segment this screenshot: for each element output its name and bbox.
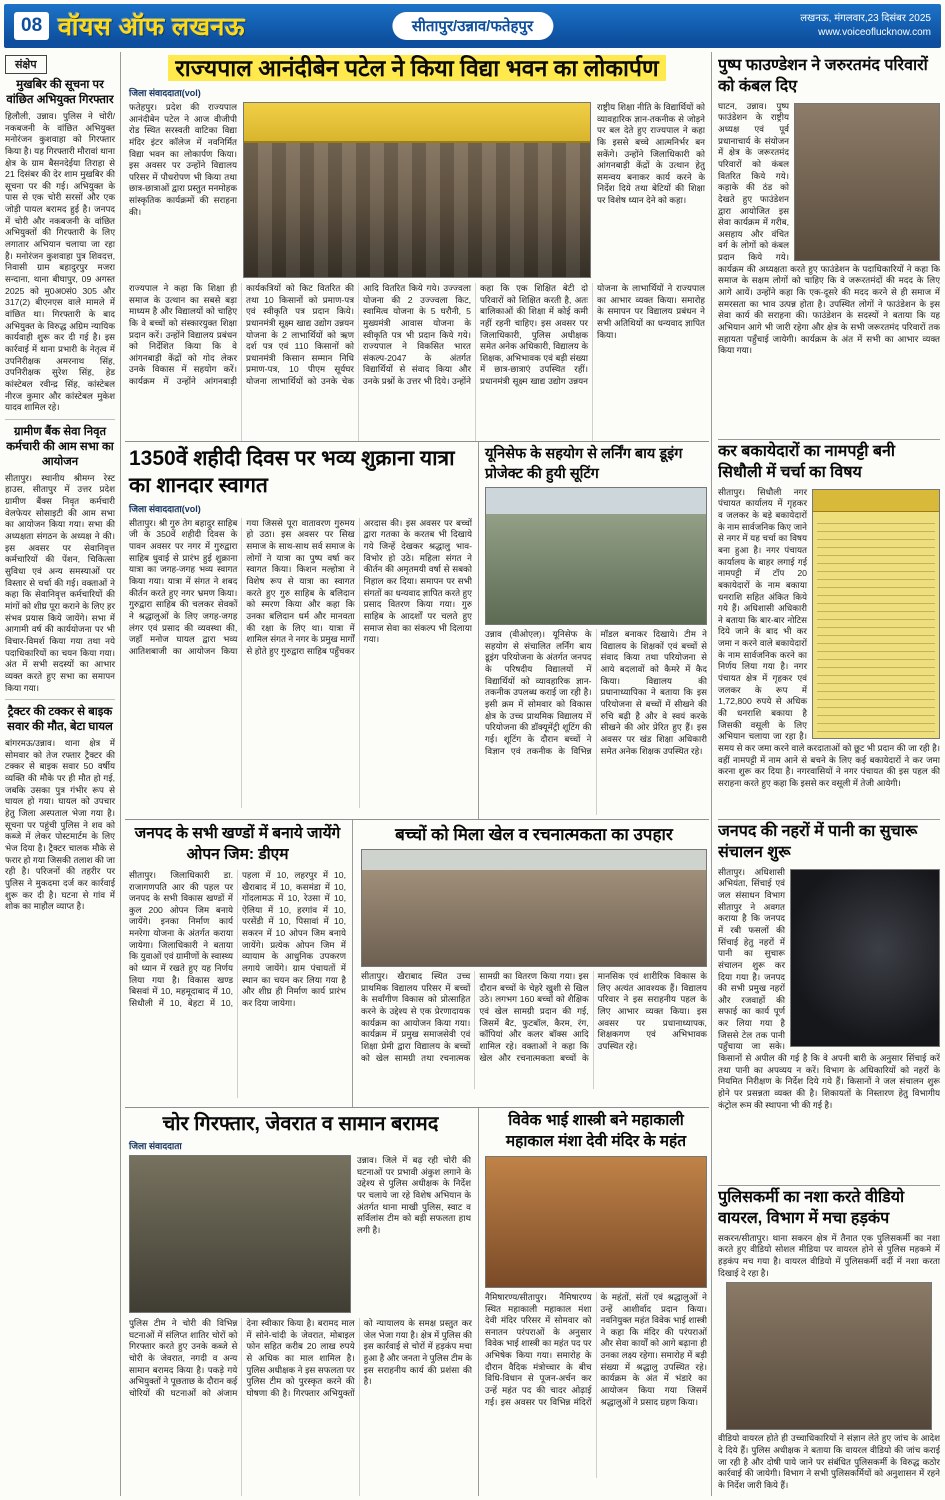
unicef-headline: यूनिसेफ के सहयोग से लर्निंग बाय डूइंग प्रोजेक्ट की हुयी सूटिंग <box>485 446 683 482</box>
open-gym-article <box>125 820 353 1107</box>
band-2 <box>125 442 709 820</box>
defaulters-notice-board-photo <box>812 489 940 739</box>
blanket-distribution-photo <box>794 103 940 261</box>
brief-article-tractor-accident <box>5 705 115 918</box>
children-group-photo <box>361 849 707 967</box>
temple-mahant-headline: विवेक भाई शास्त्री बने महाकाली महाकाल मंशा देवी मंदिर के महंत <box>505 1112 687 1150</box>
police-video-headline: पुलिसकर्मी का नशा करते वीडियो वायरल, विभाग में मचा हड़कंप <box>718 1189 905 1227</box>
thief-arrest-body-side: उन्नाव। जिले में बढ़ रही चोरी की घटनाओं पर प्रभावी अंकुश लगाने के उद्देश्य से पुलिस अधीक्षक के निर्देश पर चलाये जा रहे विशेष अभियान के अंतर्गत थाना माखी पुलिस, स्वाट व सर्विलांस टीम को बड़ी सफलता हाथ लगी है। <box>357 1155 471 1235</box>
temple-mahant-article <box>483 1108 709 1496</box>
center-column <box>125 52 709 1496</box>
briefs-column <box>4 52 121 1496</box>
police-recovery-photo <box>129 1155 351 1313</box>
shukrana-yatra-article <box>125 442 479 819</box>
brief-article-arrest <box>5 78 115 420</box>
brief-body: हिलौली, उन्नाव। पुलिस ने चोरी/नकबजनी के वांछित अभियुक्त मनोरंजन कुशवाहा को गिरफ्तार किया है। यह गिरफ्तारी मौरावां थाना क्षेत्र के ग्राम बैसनदेईया तिराहा से 21 दिसंबर की देर शाम मुखबिर की सूचना पर की गई। अभियुक्त के पास से एक चोरी सरसों और एक जोड़ी पायल बरामद हुई है। जनपद में चोरी और नकबजनी के वांछित अभियुक्तों की गिरफ्तारी के लिए लगातार अभियान चलाया जा रहा है। मनोरंजन कुशवाहा पुत्र शिवदत्त, निवासी ग्राम बहादुरपुर मजरा सन्दाना, थाना बीघापुर, 09 अगस्त 2025 को मु0अ0सं0 305 और 317(2) बीएनएस वाले मामले में वांछित था। गिरफ्तारी के बाद अभियुक्त के विरुद्ध अग्रिम न्यायिक कार्यवाही शुरू कर दी गई है। इस कार्रवाई में थाना प्रभारी के नेतृत्व में उपनिरीक्षक अमरनाथ सिंह, उपनिरीक्षक सुरेश सिंह, हेड कांस्टेबल रवीन्द्र सिंह, कांस्टेबल नीरज कुमार और कांस्टेबल मुकेश यादव शामिल रहे। <box>5 110 115 413</box>
canal-water-headline: जनपद की नहरों में पानी का सुचारू संचालन शुरू <box>718 823 918 861</box>
policeman-video-photo <box>726 1282 932 1430</box>
pushp-body: घाटन, उन्नाव। पुष्प फाउंडेशन के राष्ट्रीय अध्यक्ष एवं पूर्व प्रधानाचार्य के संयोजन में क्षेत्र के जरूरतमंद परिवारों को कंबल वितरित किये गये। कड़ाके की ठंड को देखते हुए फाउंडेशन द्वारा आयोजित इस सेवा कार्यक्रम में गरीब, असहाय और वंचित वर्ग के लोगों को कंबल प्रदान किये गये। कार्यक्रम की अध्यक्षता करते हुए फाउंडेशन के पदाधिकारियों ने कहा कि समाज के सक्षम लोगों को चाहिए कि वे जरूरतमंदों की मदद के लिए आगे आयें। उन्होंने कहा कि एक-दूसरे की मदद करने से ही समाज में समरसता का भाव उत्पन्न होता है। उपस्थित लोगों ने फाउंडेशन के इस सेवा कार्य की सराहना की। फाउंडेशन के सदस्यों ने बताया कि यह अभियान आगे भी जारी रहेगा और क्षेत्र के सभी जरूरतमंद परिवारों तक सहायता पहुँचाई जायेगी। कार्यक्रम के अंत में सभी का आभार व्यक्त किया गया। <box>718 100 940 356</box>
children-gifts-headline: बच्चों को मिला खेल व रचनात्मकता का उपहार <box>395 825 673 844</box>
thief-arrest-article <box>125 1108 479 1496</box>
briefs-section-label: संक्षेप <box>5 55 47 74</box>
canal-water-article <box>718 820 940 1186</box>
website-text: www.voiceoflucknow.com <box>818 27 931 38</box>
canal-water-body: सीतापुर। अधिशासी अभियंता, सिंचाई एवं जल संसाधन विभाग सीतापुर ने अवगत कराया है कि जनपद में रबी फसलों की सिंचाई हेतु नहरों में पानी का सुचारू संचालन शुरू कर दिया गया है। जनपद की सभी प्रमुख नहरों और रजवाहों की सफाई का कार्य पूर्ण कर लिया गया है जिससे टेल तक पानी पहुँचाया जा सके। किसानों से अपील की गई है कि वे अपनी बारी के अनुसार सिंचाई करें तथा पानी का अपव्यय न करें। विभाग के अधिकारियों को नहरों के नियमित निरीक्षण के निर्देश दिये गये हैं। किसानों ने जल संचालन शुरू होने पर प्रसन्नता व्यक्त की है। शिकायतों के निस्तारण हेतु विभागीय कंट्रोल रूम की स्थापना भी की गई है। <box>718 866 940 1110</box>
shukrana-byline: जिला संवाददाता(vol) <box>129 503 201 514</box>
masthead <box>4 4 941 48</box>
tax-defaulters-body: सीतापुर। सिधौली नगर पंचायत कार्यालय में गृहकर व जलकर के बड़े बकायेदारों के नाम सार्वजनिक किए जाने से नगर में यह चर्चा का विषय बना हुआ है। नगर पंचायत कार्यालय के बाहर लगाई गई नामपट्टी में टॉप 20 बकायेदारों के नाम बकाया धनराशि सहित अंकित किये गये हैं। अधिशासी अधिकारी ने बताया कि बार-बार नोटिस दिये जाने के बाद भी कर जमा न करने वाले बकायेदारों के नाम सार्वजनिक करने का निर्णय लिया गया है। नगर पंचायत क्षेत्र में गृहकर एवं जलकर के रूप में 1,72,800 रुपये से अधिक की धनराशि बकाया है जिसकी वसूली के लिए अभियान चलाया जा रहा है। समय से कर जमा करने वाले करदाताओं को छूट भी प्रदान की जा रही है। वहीं नामपट्टी में नाम आने से बचने के लिए कई बकायेदारों ने कर जमा करना शुरू कर दिया है। नगरवासियों ने नगर पंचायत की इस पहल की सराहना करते हुए कहा कि इससे कर वसूली में तेजी आयेगी। <box>718 486 940 788</box>
newspaper-logo: वॉयस ऑफ लखनऊ <box>58 13 246 41</box>
brief-body: सीतापुर। स्थानीय श्रीमग्न रेस्ट हाउस, सीतापुर में उत्तर प्रदेश ग्रामीण बैंक्स निवृत कर्मचारी वेलफेयर सोसाइटी की आम सभा का आयोजन किया गया। सभा की अध्यक्षता संगठन के अध्यक्ष ने की। इस अवसर पर सेवानिवृत्त कर्मचारियों की पेंशन, चिकित्सा सुविधा एवं अन्य समस्याओं पर विस्तार से चर्चा की गई। वक्ताओं ने कहा कि सेवानिवृत्त कर्मचारियों की मांगों को शीघ्र पूरा कराने के लिए हर संभव प्रयास किये जायेंगे। सभा में आगामी वर्ष की कार्ययोजना पर भी विचार-विमर्श किया गया तथा नये पदाधिकारियों का चयन किया गया। अंत में सभी सदस्यों का आभार व्यक्त करते हुए सभा का समापन किया गया। <box>5 472 115 693</box>
thief-arrest-body-more: पुलिस टीम ने चोरी की विभिन्न घटनाओं में संलिप्त शातिर चोरों को गिरफ्तार करते हुए उनके कब्जे से चोरी के जेवरात, नगदी व अन्य सामान बरामद किया है। पकड़े गये अभियुक्तों ने पूछताछ के दौरान कई चोरियों की घटनाओं को अंजाम देना स्वीकार किया है। बरामद माल में सोने-चांदी के जेवरात, मोबाइल फोन सहित करीब 20 लाख रुपये से अधिक का माल शामिल है। पुलिस अधीक्षक ने इस सफलता पर पुलिस टीम को पुरस्कृत करने की घोषणा की है। गिरफ्तार अभियुक्तों को न्यायालय के समक्ष प्रस्तुत कर जेल भेजा गया है। क्षेत्र में पुलिस की इस कार्रवाई से चोरों में हड़कंप मचा हुआ है और जनता ने पुलिस टीम के इस सराहनीय कार्य की प्रशंसा की है। <box>129 1318 472 1398</box>
band-4 <box>125 1108 709 1496</box>
temple-ceremony-photo <box>485 1156 707 1288</box>
tax-defaulters-headline: कर बकायेदारों का नामपट्टी बनी सिधौली में चर्चा का विषय <box>718 443 896 481</box>
temple-mahant-body: नैमिषारण्य/सीतापुर। नैमिषारण्य स्थित महाकाली महाकाल मंशा देवी मंदिर परिसर में सोमवार को सनातन परंपराओं के अनुसार विवेक भाई शास्त्री का महंत पद पर अभिषेक किया गया। समारोह के दौरान वैदिक मंत्रोच्चार के बीच विधि-विधान से पूजन-अर्चन कर उन्हें महंत पद की चादर ओढ़ाई गई। इस अवसर पर विभिन्न मंदिरों के महंतों, संतों एवं श्रद्धालुओं ने उन्हें आशीर्वाद प्रदान किया। नवनियुक्त महंत विवेक भाई शास्त्री ने कहा कि मंदिर की परंपराओं और सेवा कार्यों को आगे बढ़ाना ही उनका लक्ष्य रहेगा। समारोह में बड़ी संख्या में श्रद्धालु उपस्थित रहे। कार्यक्रम के अंत में भंडारे का आयोजन किया गया जिसमें श्रद्धालुओं ने प्रसाद ग्रहण किया। <box>485 1291 707 1407</box>
canal-night-photo <box>790 869 940 1047</box>
lead-byline: जिला संवाददाता(vol) <box>129 87 201 98</box>
pushp-foundation-article <box>718 54 940 440</box>
shukrana-headline: 1350वें शहीदी दिवस पर भव्य शुक्राना यात्रा का शानदार स्वागत <box>129 447 455 498</box>
group-people-graphic <box>244 143 590 277</box>
band-3 <box>125 820 709 1108</box>
open-gym-body: सीतापुर। जिलाधिकारी डा. राजागणपति आर की पहल पर जनपद के सभी विकास खण्डों में कुल 200 ओपन जिम बनाये जायेंगे। इनका निर्माण कार्य मनरेगा योजना के अंतर्गत कराया जायेगा। जिलाधिकारी ने बताया कि युवाओं एवं ग्रामीणों के स्वास्थ्य को ध्यान में रखते हुए यह निर्णय लिया गया है। विकास खण्ड बिसवां में 10, महमूदाबाद में 10, सिधौली में 10, बेहटा में 10, पहला में 10, लहरपुर में 10, खैराबाद में 10, कसमंडा में 10, गोंदलामऊ में 10, रेउसा में 10, ऐलिया में 10, हरगांव में 10, परसेंडी में 10, पिसावां में 10, सकरन में 10 ओपन जिम बनाये जायेंगे। प्रत्येक ओपन जिम में व्यायाम के आधुनिक उपकरण लगाये जायेंगे। ग्राम पंचायतों में स्थान का चयन कर लिया गया है और शीघ्र ही निर्माण कार्य प्रारंभ कर दिया जायेगा। <box>129 869 346 1009</box>
unicef-shooting-photo <box>485 487 707 625</box>
lead-body-right: राष्ट्रीय शिक्षा नीति के विद्यार्थियों को व्यावहारिक ज्ञान-तकनीक से जोड़ने पर बल देते हुए राज्यपाल ने कहा कि इससे बच्चे आत्मनिर्भर बन सकेंगे। उन्होंने जिलाधिकारी को आंगनबाड़ी केंद्रों के उत्थान हेतु समन्वय बनाकर कार्य करने के निर्देश दिये तथा बेटियों की शिक्षा पर विशेष ध्यान देने को कहा। <box>597 101 705 206</box>
unicef-body: उन्नाव (वीओएल)। यूनिसेफ के सहयोग से संचालित लर्निंग बाय डूइंग परियोजना के अंतर्गत जनपद के परिषदीय विद्यालयों में विद्यार्थियों को व्यावहारिक ज्ञान-तकनीक उपलब्ध कराई जा रही है। इसी क्रम में सोमवार को विकास क्षेत्र के उच्च प्राथमिक विद्यालय में परियोजना की डॉक्यूमेंट्री शूटिंग की गई। शूटिंग के दौरान बच्चों ने विज्ञान एवं तकनीक के विभिन्न मॉडल बनाकर दिखाये। टीम ने विद्यालय के शिक्षकों एवं बच्चों से संवाद किया तथा परियोजना से आये बदलावों को कैमरे में कैद किया। विद्यालय की प्रधानाध्यापिका ने बताया कि इस परियोजना से बच्चों में सीखने की रुचि बढ़ी है और वे स्वयं करके सीखने की ओर प्रेरित हुए हैं। इस अवसर पर खंड शिक्षा अधिकारी समेत अनेक शिक्षक उपस्थित रहे। <box>485 629 707 756</box>
police-video-body: सकरन/सीतापुर। थाना सकरन क्षेत्र में तैनात एक पुलिसकर्मी का नशा करते हुए वीडियो सोशल मीडिया पर वायरल होने से पुलिस महकमे में हड़कंप मच गया है। वायरल वीडियो में पुलिसकर्मी वर्दी में नशा करता दिखाई दे रहा है। <box>718 1232 940 1278</box>
stage-banner-graphic <box>244 103 590 143</box>
brief-headline: ट्रैक्टर की टक्कर से बाइक सवार की मौत, बेटा घायल <box>7 706 113 734</box>
pushp-headline: पुष्प फाउण्डेशन ने जरुरतमंद परिवारों को कंबल दिए <box>718 57 928 95</box>
open-gym-headline: जनपद के सभी खण्डों में बनाये जायेंगे ओपन जिम: डीएम <box>134 825 341 863</box>
lead-article <box>125 52 709 442</box>
dateline <box>800 12 931 41</box>
brief-headline: ग्रामीण बैंक सेवा निवृत कर्मचारी की आम सभा का आयोजन <box>6 425 114 468</box>
shukrana-body: सीतापुर। श्री गुरु तेग बहादुर साहिब जी के 350वें शहीदी दिवस के पावन अवसर पर नगर में गुरुद्वारा साहिब धुवाई से प्रारंभ हुई शुक्राना यात्रा का जगह-जगह भव्य स्वागत किया गया। यात्रा में संगत ने शबद कीर्तन करते हुए नगर भ्रमण किया। गुरुद्वारा साहिब की चलकर सेवकों ने श्रद्धालुओं के लिए जगह-जगह लंगर एवं प्रसाद की व्यवस्था की, जहाँ मनोज घायल द्वारा भव्य आतिशबाजी का आयोजन किया गया जिससे पूरा वातावरण गुरुमय हो उठा। इस अवसर पर सिख समाज के साथ-साथ सर्व समाज के लोगों ने यात्रा का पुष्प वर्षा कर स्वागत किया। किशन मल्होत्रा ने विशेष रूप से यात्रा का स्वागत करते हुए गुरु साहिब के बलिदान को स्मरण किया और कहा कि उनका बलिदान धर्म और मानवता की रक्षा के लिए था। यात्रा में शामिल संगत ने नगर के प्रमुख मार्गों से होते हुए गुरुद्वारा साहिब पहुँचकर अरदास की। इस अवसर पर बच्चों द्वारा गतका के करतब भी दिखाये गये जिन्हें देखकर श्रद्धालु भाव-विभोर हो उठे। महिला संगत ने कीर्तन की अमृतमयी वर्षा से सबको निहाल कर दिया। समापन पर सभी संगतों का धन्यवाद ज्ञापित करते हुए प्रसाद वितरण किया गया। गुरु साहिब के आदर्शों पर चलते हुए समाज सेवा का संकल्प भी दिलाया गया। <box>129 517 472 656</box>
lead-headline: राज्यपाल आनंदीबेन पटेल ने किया विद्या भवन का लोकार्पण <box>129 54 705 84</box>
date-text: लखनऊ, मंगलवार,23 दिसंबर 2025 <box>800 12 931 24</box>
police-video-body2: वीडियो वायरल होते ही उच्चाधिकारियों ने संज्ञान लेते हुए जांच के आदेश दे दिये हैं। पुलिस अधीक्षक ने बताया कि वायरल वीडियो की जांच कराई जा रही है और दोषी पाये जाने पर संबंधित पुलिसकर्मी के विरुद्ध कठोर कार्रवाई की जायेगी। विभाग ने सभी पुलिसकर्मियों को अनुशासन में रहने के निर्देश जारी किये हैं। <box>718 1433 940 1490</box>
tax-defaulters-article <box>718 440 940 820</box>
thief-arrest-headline: चोर गिरफ्तार, जेवरात व सामान बरामद <box>162 1113 439 1135</box>
page-number: 08 <box>14 12 49 40</box>
children-gifts-article <box>357 820 709 1107</box>
notice-board-header-graphic <box>813 490 939 512</box>
right-column <box>711 52 941 1496</box>
brief-headline: मुखबिर की सूचना पर वांछित अभियुक्त गिरफ्तार <box>6 79 114 106</box>
police-video-article <box>718 1186 940 1496</box>
region-banner: सीतापुर/उन्नाव/फतेहपुर <box>392 12 553 40</box>
children-gifts-body: सीतापुर। खैराबाद स्थित उच्च प्राथमिक विद्यालय परिसर में बच्चों के सर्वांगीण विकास को प्रोत्साहित करने के उद्देश्य से एक प्रेरणादायक कार्यक्रम का आयोजन किया गया। कार्यक्रम में प्रमुख समाजसेवी एवं शिक्षा प्रेमी द्वारा विद्यालय के बच्चों को खेल सामग्री तथा रचनात्मक सामग्री का वितरण किया गया। इस दौरान बच्चों के चेहरे खुशी से खिल उठे। लगभग 160 बच्चों को शैक्षिक एवं खेल सामग्री प्रदान की गई, जिसमें बैट, फुटबॉल, कैरम, रंग, कॉपियां और कलर बॉक्स आदि शामिल रहे। वक्ताओं ने कहा कि खेल और रचनात्मकता बच्चों के मानसिक एवं शारीरिक विकास के लिए अत्यंत आवश्यक हैं। विद्यालय परिवार ने इस सराहनीय पहल के लिए आभार व्यक्त किया। इस अवसर पर प्रधानाध्यापक, शिक्षकगण एवं अभिभावक उपस्थित रहे। <box>361 971 707 1063</box>
page-content <box>4 52 941 1496</box>
thief-arrest-byline: जिला संवाददाता <box>129 1141 182 1151</box>
brief-article-bank-meeting <box>5 425 115 700</box>
lead-body-below: राज्यपाल ने कहा कि शिक्षा ही समाज के उत्थान का सबसे बड़ा माध्यम है और विद्यालयों को चाहिए कि वे बच्चों को संस्कारयुक्त शिक्षा प्रदान करें। उन्होंने विद्यालय प्रबंधन को निर्देशित किया कि वे आंगनबाड़ी केंद्रों को गोद लेकर उनके विकास में सहयोग करें। कार्यक्रम में उन्होंने आंगनबाड़ी कार्यकत्रियों को किट वितरित की तथा 10 किसानों को प्रमाण-पत्र एवं स्वीकृति पत्र प्रदान किये। प्रधानमंत्री सूक्ष्म खाद्य उद्योग उन्नयन योजना के 2 लाभार्थियों को ऋण दर्श पत्र एवं 110 किसानों को प्रधानमंत्री किसान सम्मान निधि प्रमाण-पत्र, 10 पीएम सूर्यघर योजना लाभार्थियों को उनके चेक आदि वितरित किये गये। उज्ज्वला योजना की 2 उज्ज्वला किट, स्वामित्व योजना के 5 घरौनी, 5 मुख्यमंत्री आवास योजना के स्वीकृति पत्र भी प्रदान किये गये। राज्यपाल ने विकसित भारत संकल्प-2047 के अंतर्गत विद्यार्थियों से संवाद किया और उनके प्रश्नों के उत्तर भी दिये। उन्होंने कहा कि एक शिक्षित बेटी दो परिवारों को शिक्षित करती है, अतः बालिकाओं की शिक्षा में कोई कमी नहीं रहनी चाहिए। इस अवसर पर जिलाधिकारी, पुलिस अधीक्षक समेत अनेक अधिकारी, विद्यालय के शिक्षक, अभिभावक एवं बड़ी संख्या में छात्र-छात्राएं उपस्थित रहीं। प्रधानमंत्री सूक्ष्म खाद्य उद्योग उन्नयन योजना के लाभार्थियों ने राज्यपाल का आभार व्यक्त किया। समारोह के समापन पर विद्यालय प्रबंधन ने सभी अतिथियों का धन्यवाद ज्ञापित किया। <box>129 282 705 387</box>
notice-board-rows-graphic <box>817 516 935 734</box>
governor-inauguration-photo <box>243 102 591 278</box>
unicef-project-article <box>483 442 709 819</box>
brief-body: बांगरमऊ/उन्नाव। थाना क्षेत्र में सोमवार को तेज रफ्तार ट्रैक्टर की टक्कर से बाइक सवार 50 वर्षीय व्यक्ति की मौके पर ही मौत हो गई, जबकि उसका पुत्र गंभीर रूप से घायल हो गया। घायल को उपचार हेतु जिला अस्पताल भेजा गया है। सूचना पर पहुंची पुलिस ने शव को कब्जे में लेकर पोस्टमार्टम के लिए भेज दिया है। ट्रैक्टर चालक मौके से फरार हो गया जिसकी तलाश की जा रही है। परिजनों की तहरीर पर पुलिस ने मुकदमा दर्ज कर कार्रवाई शुरू कर दी है। घटना से गांव में शोक का माहौल व्याप्त है। <box>5 738 115 912</box>
lead-body-left: फतेहपुर। प्रदेश की राज्यपाल आनंदीबेन पटेल ने आज वीजीपी रोड स्थित सरस्वती वाटिका विद्या मंदिर इंटर कॉलेज में नवनिर्मित विद्या भवन का लोकार्पण किया। इस अवसर पर उन्होंने विद्यालय परिसर में पौधरोपण भी किया तथा छात्र-छात्राओं द्वारा प्रस्तुत मनमोहक सांस्कृतिक कार्यक्रमों की सराहना की। <box>129 101 237 217</box>
